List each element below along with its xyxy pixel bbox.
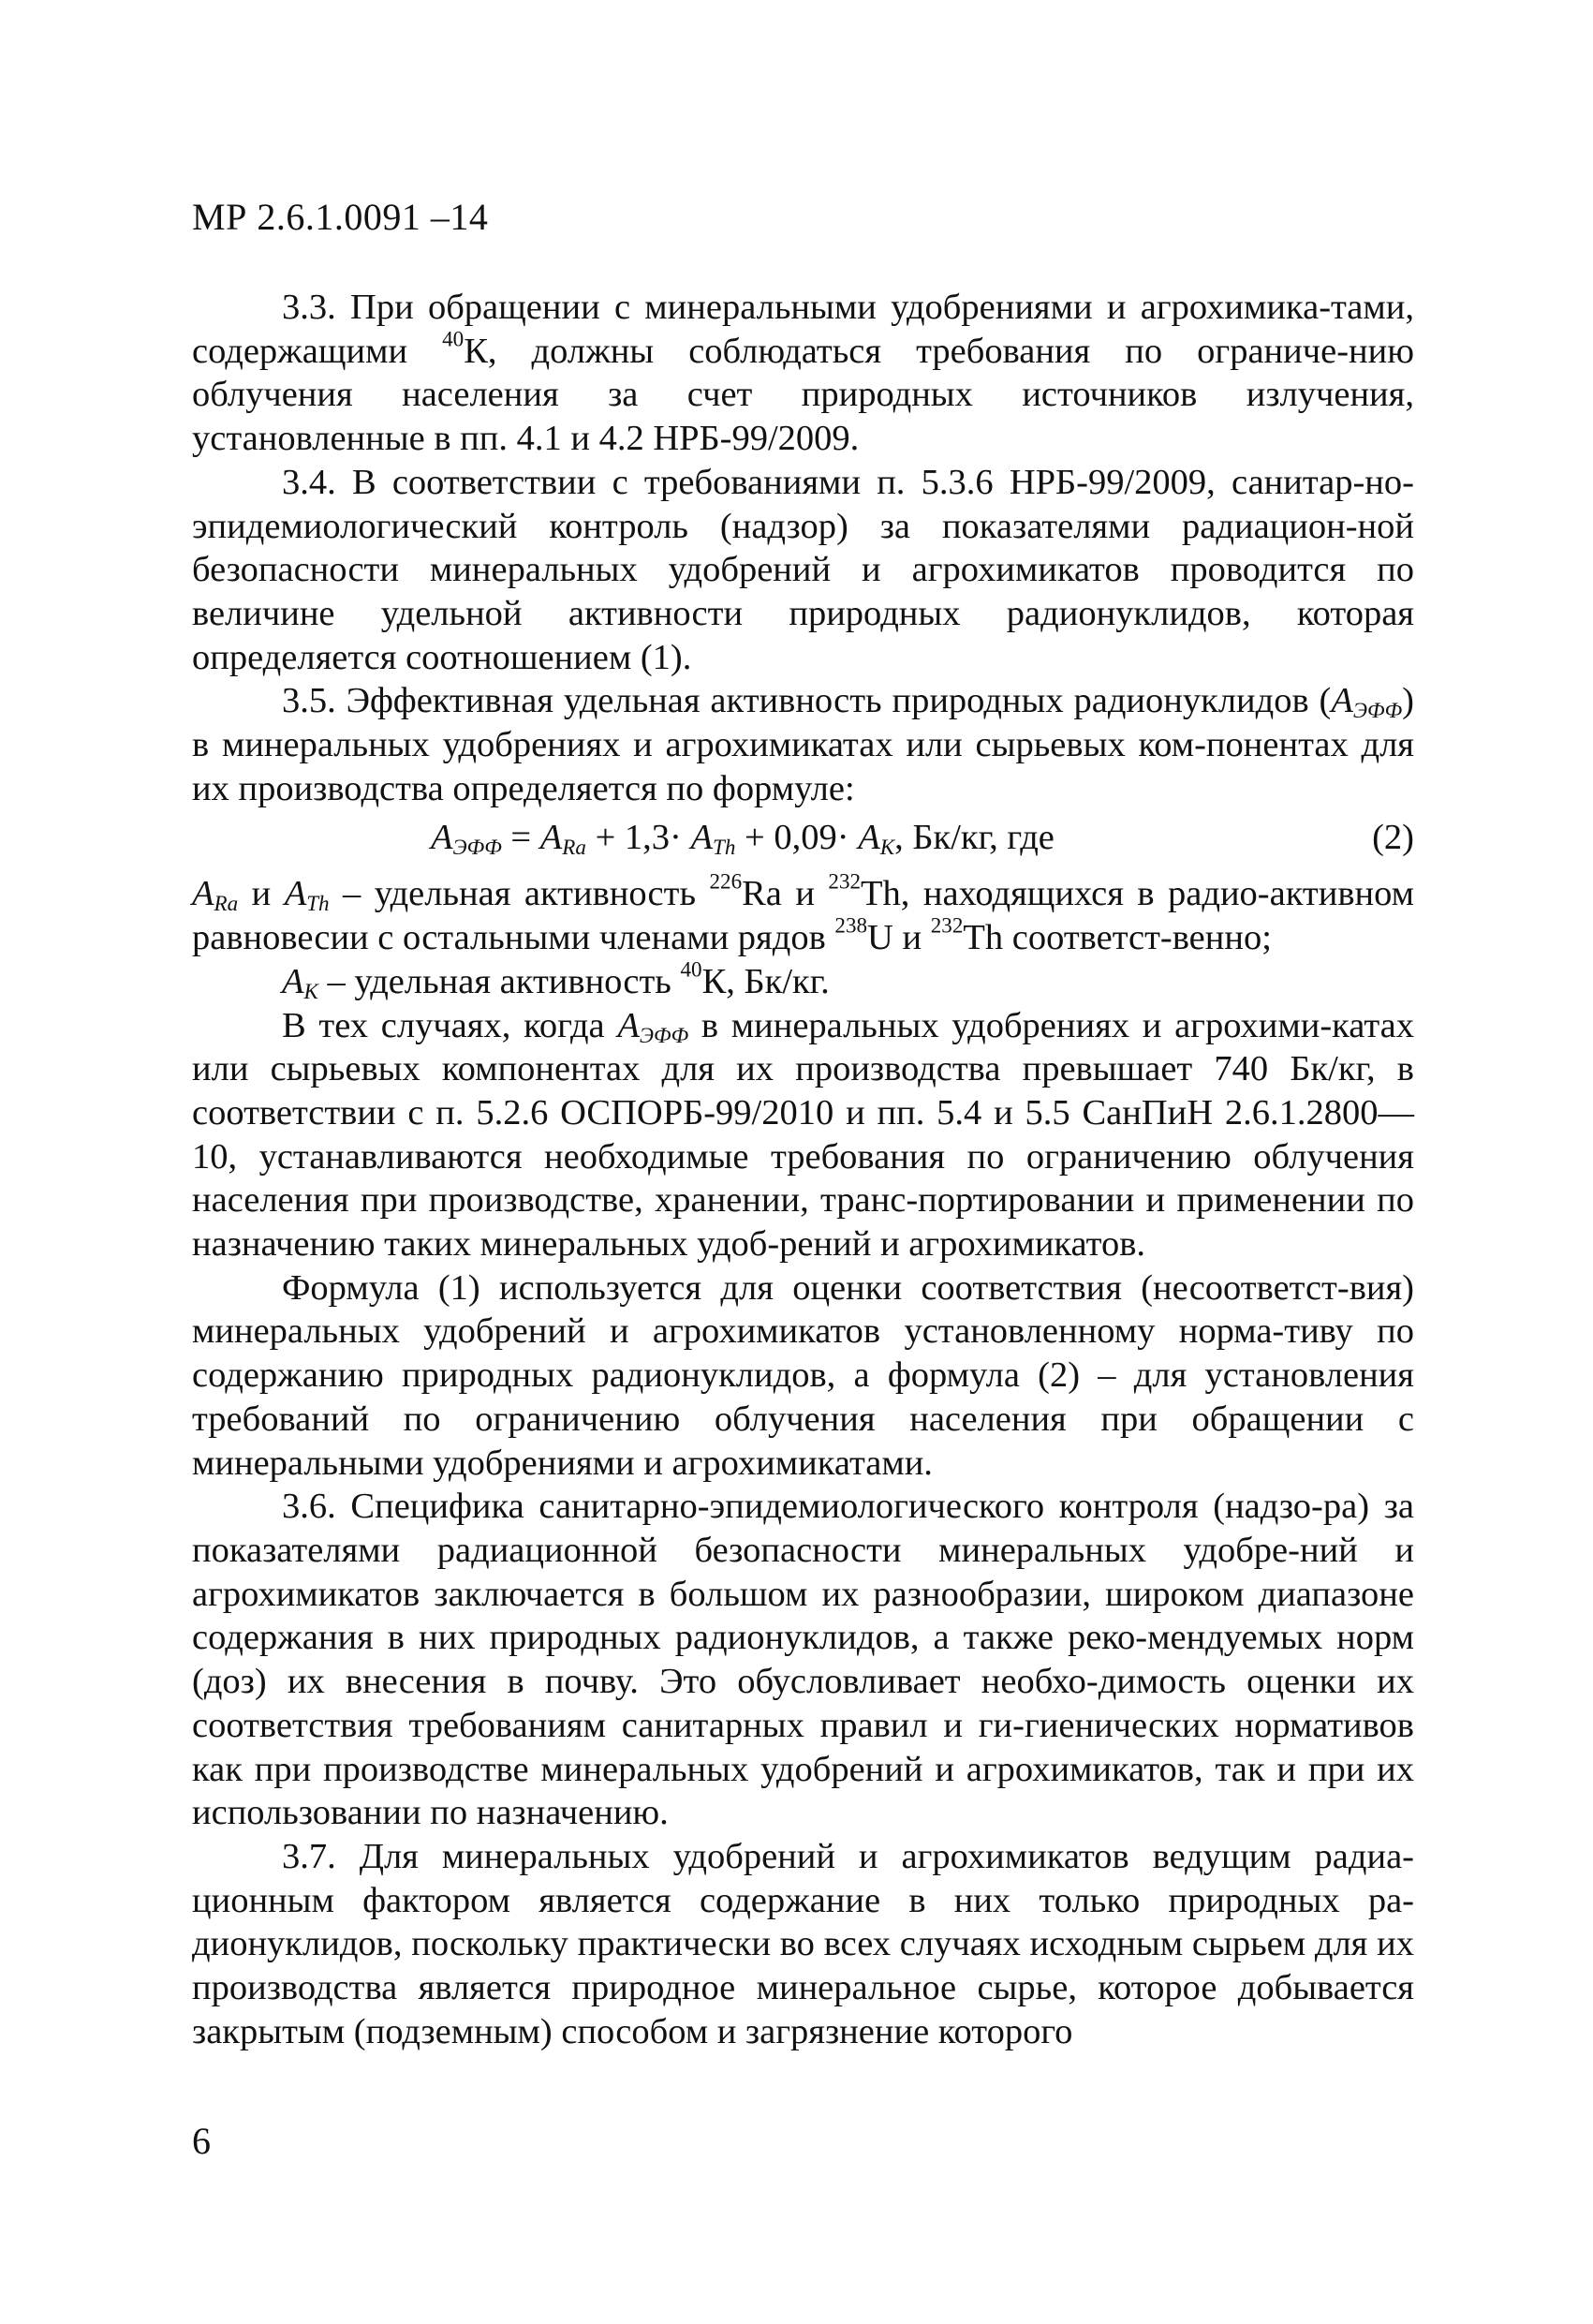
paragraph-cases: В тех случаях, когда $А_{ЭФФ}$ в минеральных удобрениях и агрохими-катах или сырьевых компонентах для их производства превышает 740 Бк/кг, в соответствии с п. 5.2.6 ОСПОРБ-99/2010 и пп. 5.4 и 5.5 СанПиН 2.6.1.2800—10, устанавливаются необходимые требования по ограничению облучения населения при производстве, хранении, транс-портировании и применении по назначению таких минеральных удоб-рений и агрохимикатов. [192, 1005, 1414, 1265]
page-number: 6 [192, 2120, 211, 2162]
formula-number: (2) [1372, 818, 1414, 858]
paragraph-3-3: 3.3. При обращении с минеральными удобрениями и агрохимика-тами, содержащими $^{40}$К, должны соблюдаться требования по ограниче-нию облучения населения за счет природных источников излучения, установленные в пп. 4.1 и 4.2 НРБ-99/2009. [192, 288, 1415, 459]
formula-expression: $А_{ЭФФ} = А_{Ra} + 1,3\cdot А_{Th} + 0,09\cdot А_K$, Бк/кг, где [431, 818, 1055, 860]
paragraph-formula-use: Формула (1) используется для оценки соответствия (несоответст-вия) минеральных удобрений и агрохимикатов установленному норма-тиву по содержанию природных радионуклидов, а формула (2) – для установления требований по ограничению облучения населения при обращении с минеральными удобрениями и агрохимикатами. [192, 1267, 1414, 1483]
paragraph-3-7: 3.7. Для минеральных удобрений и агрохимикатов ведущим радиа-ционным фактором является содержание в них только природных ра-дионуклидов, поскольку практически во всех случаях исходным сырьем для их производства является природное минеральное сырье, которое добывается закрытым (подземным) способом и загрязнение которого [192, 1836, 1414, 2051]
paragraph-3-6: 3.6. Специфика санитарно-эпидемиологического контроля (надзо-ра) за показателями радиационной безопасности минеральных удобре-ний и агрохимикатов заключается в большом их разнообразии, широком диапазоне содержания в них природных радионуклидов, а также реко-мендуемых норм (доз) их внесения в почву. Это обусловливает необхо-димость оценки их соответствия требованиям санитарных правил и ги-гиенических нормативов как при производстве минеральных удобрений и агрохимикатов, так и при их использовании по назначению. [192, 1487, 1414, 1833]
page-body [192, 286, 1414, 2053]
paragraph-3-5: 3.5. Эффективная удельная активность природных радионуклидов $(А_{ЭФФ})$ в минеральных удобрениях и агрохимикатах или сырьевых ком-понентах для их производства определяется по формуле: [192, 681, 1414, 808]
paragraph-3-4: 3.4. В соответствии с требованиями п. 5.3.6 НРБ-99/2009, санитар-но-эпидемиологический контроль (надзор) за показателями радиацион-ной безопасности минеральных удобрений и агрохимикатов проводится по величине удельной активности природных радионуклидов, которая определяется соотношением (1). [192, 462, 1414, 677]
document-code: МР 2.6.1.0091 –14 [192, 196, 489, 238]
formula-2 [192, 812, 1414, 868]
definition-k: $А_К$ – удельная активность $^{40}$К, Бк/кг. [282, 956, 830, 1003]
definition-ra-th: $А_{Ra}$ и $А_{Th}$ – удельная активность $^{226}$Ra и $^{232}$Th, находящихся в радио-активном равновесии с остальными членами рядов $^{238}$U и $^{232}$Th соответст-венно; [192, 869, 1415, 958]
